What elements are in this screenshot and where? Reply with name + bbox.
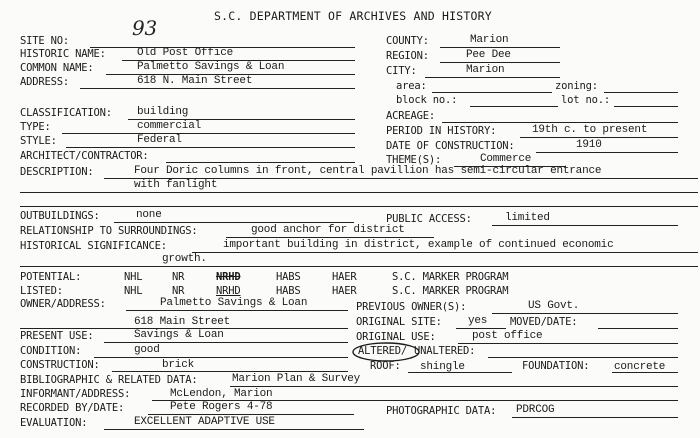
- zoning-line: [604, 92, 678, 93]
- potential-marker: S.C. MARKER PROGRAM: [392, 271, 509, 283]
- listed-nrhd: NRHD: [216, 285, 241, 297]
- architect-line: [166, 162, 355, 163]
- original-site-line: [456, 328, 506, 329]
- significance-text-2: growth.: [162, 253, 207, 265]
- public-access-label: PUBLIC ACCESS:: [386, 213, 472, 225]
- theme-value: Commerce: [480, 153, 532, 165]
- original-use-label: ORIGINAL USE:: [356, 331, 436, 343]
- county-value: Marion: [470, 34, 509, 46]
- owner-address-value: 618 Main Street: [134, 316, 231, 328]
- county-label: COUNTY:: [386, 35, 429, 47]
- condition-label: CONDITION:: [20, 345, 82, 357]
- potential-nr: NR: [172, 271, 185, 283]
- significance-label: HISTORICAL SIGNIFICANCE:: [20, 240, 167, 252]
- previous-owner-label: PREVIOUS OWNER(S):: [356, 301, 467, 313]
- form-title: S.C. DEPARTMENT OF ARCHIVES AND HISTORY: [214, 9, 492, 23]
- original-site-value: yes: [468, 315, 488, 327]
- relationship-label: RELATIONSHIP TO SURROUNDINGS:: [20, 225, 198, 237]
- present-use-value: Savings & Loan: [134, 329, 224, 341]
- period-value: 19th c. to present: [532, 124, 648, 136]
- city-value: Marion: [466, 64, 505, 76]
- listed-nr: NR: [172, 285, 185, 297]
- original-use-value: post office: [472, 330, 543, 342]
- period-line: [520, 137, 678, 138]
- city-label: CITY:: [386, 65, 417, 77]
- description-line-3: [20, 206, 698, 207]
- theme-label: THEME(S):: [386, 154, 442, 166]
- listed-marker: S.C. MARKER PROGRAM: [392, 285, 509, 297]
- zoning-label: zoning:: [555, 80, 598, 92]
- common-name-value: Palmetto Savings & Loan: [137, 61, 285, 73]
- description-label: DESCRIPTION:: [20, 166, 94, 178]
- original-use-line: [458, 343, 678, 344]
- block-line: [470, 106, 558, 107]
- style-line: [66, 147, 355, 148]
- description-line-2: [20, 192, 698, 193]
- outbuildings-label: OUTBUILDINGS:: [20, 210, 100, 222]
- condition-line: [94, 357, 348, 358]
- classification-label: CLASSIFICATION:: [20, 107, 112, 119]
- site-no-value: 93: [132, 16, 158, 40]
- moved-date-label: MOVED/DATE:: [510, 316, 578, 328]
- historic-name-value: Old Post Office: [137, 47, 234, 59]
- recorded-line: [148, 414, 354, 415]
- present-use-line: [104, 342, 348, 343]
- area-label: area:: [396, 80, 427, 92]
- site-no-label: SITE NO:: [20, 35, 69, 47]
- acreage-label: ACREAGE:: [386, 110, 435, 122]
- owner-label: OWNER/ADDRESS:: [20, 298, 106, 310]
- original-site-label: ORIGINAL SITE:: [356, 316, 442, 328]
- unaltered-line: [488, 357, 678, 358]
- construction-value: brick: [162, 359, 195, 371]
- style-value: Federal: [137, 134, 182, 146]
- roof-label: ROOF:: [370, 360, 401, 372]
- listed-haer: HAER: [332, 285, 357, 297]
- owner-line: [126, 310, 348, 311]
- biblio-label: BIBLIOGRAPHIC & RELATED DATA:: [20, 374, 198, 386]
- lot-line: [614, 106, 678, 107]
- unaltered-label: UNALTERED:: [414, 345, 476, 357]
- potential-label: POTENTIAL:: [20, 271, 82, 283]
- period-label: PERIOD IN HISTORY:: [386, 125, 497, 137]
- date-line: [536, 152, 678, 153]
- outbuildings-line: [114, 222, 354, 223]
- photo-label: PHOTOGRAPHIC DATA:: [386, 405, 497, 417]
- informant-label: INFORMANT/ADDRESS:: [20, 388, 131, 400]
- evaluation-line: [104, 429, 364, 430]
- altered-label: ALTERED/: [358, 345, 407, 357]
- description-text-1: Four Doric columns in front, central pavillion has semi-circular entrance: [134, 165, 602, 177]
- common-name-label: COMMON NAME:: [20, 62, 94, 74]
- evaluation-label: EVALUATION:: [20, 417, 88, 429]
- acreage-line: [442, 122, 678, 123]
- public-access-line: [492, 225, 678, 226]
- previous-owner-line: [492, 313, 678, 314]
- foundation-value: concrete: [614, 361, 666, 373]
- historic-name-label: HISTORIC NAME:: [20, 48, 106, 60]
- relationship-value: good anchor for district: [251, 224, 405, 236]
- biblio-line: [230, 386, 678, 387]
- photo-line: [512, 417, 678, 418]
- listed-habs: HABS: [276, 285, 301, 297]
- significance-text-1: important building in district, example of continued economic: [223, 239, 614, 251]
- owner-value: Palmetto Savings & Loan: [160, 297, 308, 309]
- region-value: Pee Dee: [466, 49, 511, 61]
- recorded-label: RECORDED BY/DATE:: [20, 402, 125, 414]
- address-line: [80, 88, 355, 89]
- recorded-value: Pete Rogers 4-78: [170, 401, 273, 413]
- outbuildings-value: none: [136, 209, 162, 221]
- potential-nhl: NHL: [124, 271, 143, 283]
- foundation-label: FOUNDATION:: [522, 360, 590, 372]
- type-value: commercial: [137, 120, 202, 132]
- date-label: DATE OF CONSTRUCTION:: [386, 140, 515, 152]
- type-label: TYPE:: [20, 121, 51, 133]
- roof-value: shingle: [420, 361, 465, 373]
- significance-line-2: [20, 266, 698, 267]
- present-use-label: PRESENT USE:: [20, 330, 94, 342]
- address-label: ADDRESS:: [20, 76, 69, 88]
- style-label: STYLE:: [20, 135, 57, 147]
- description-text-2: with fanlight: [134, 179, 218, 191]
- lot-label: lot no.:: [561, 94, 610, 106]
- potential-habs: HABS: [276, 271, 301, 283]
- relationship-line: [226, 237, 434, 238]
- significance-line-1: [192, 252, 698, 253]
- potential-nrhd: NRHD: [216, 271, 241, 283]
- informant-value: McLendon, Marion: [170, 388, 273, 400]
- date-value: 1910: [576, 139, 602, 151]
- moved-date-line: [598, 328, 678, 329]
- block-label: block no.:: [396, 94, 458, 106]
- listed-label: LISTED:: [20, 285, 63, 297]
- construction-line: [112, 371, 348, 372]
- classification-value: building: [137, 106, 189, 118]
- evaluation-value: EXCELLENT ADAPTIVE USE: [134, 416, 275, 428]
- type-line: [62, 133, 355, 134]
- previous-owner-value: US Govt.: [528, 300, 580, 312]
- county-line: [440, 47, 560, 48]
- city-line: [425, 77, 560, 78]
- construction-label: CONSTRUCTION:: [20, 359, 100, 371]
- region-label: REGION:: [386, 50, 429, 62]
- address-value: 618 N. Main Street: [137, 75, 253, 87]
- photo-value: PDRCOG: [516, 404, 555, 416]
- biblio-value: Marion Plan & Survey: [232, 373, 361, 385]
- listed-nhl: NHL: [124, 285, 143, 297]
- area-line: [432, 92, 552, 93]
- public-access-value: limited: [505, 212, 550, 224]
- condition-value: good: [134, 344, 160, 356]
- region-line: [440, 62, 560, 63]
- potential-haer: HAER: [332, 271, 357, 283]
- architect-label: ARCHITECT/CONTRACTOR:: [20, 150, 149, 162]
